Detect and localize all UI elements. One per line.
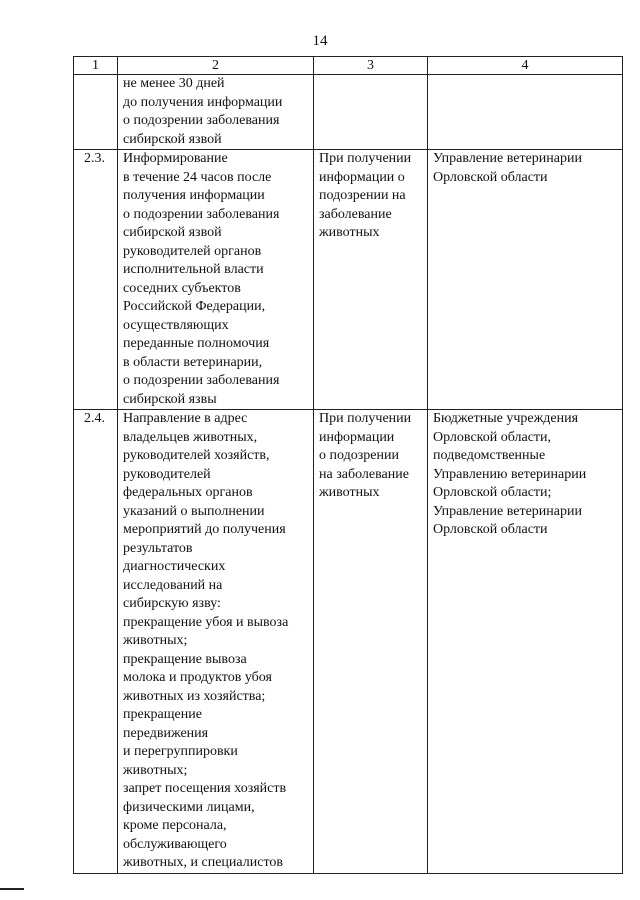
cell-line: физическими лицами, — [123, 799, 255, 815]
measures-table — [73, 56, 623, 874]
cell-line: Орловской области, — [433, 429, 552, 445]
row-number: 2.3. — [74, 150, 118, 410]
cell-line: животных; — [123, 762, 188, 778]
cell-line: животных — [319, 225, 380, 240]
cell-line: Управление ветеринарии — [433, 503, 582, 519]
deadline-cell — [314, 150, 428, 410]
cell-line: владельцев животных, — [123, 429, 258, 445]
responsible-cell — [428, 75, 623, 150]
cell-line: Орловской области — [433, 522, 548, 537]
cell-line: При получении — [319, 151, 412, 166]
cell-line: о подозрении заболевания — [123, 206, 280, 222]
cell-line: животных из хозяйства; — [123, 688, 266, 704]
cell-line: переданные полномочия — [123, 336, 270, 351]
responsible-cell — [428, 410, 623, 874]
cell-line: Управление ветеринарии — [433, 151, 582, 166]
footer-dash — [0, 888, 24, 890]
page-number: 14 — [312, 33, 328, 49]
row-number — [74, 75, 118, 150]
table-row — [74, 150, 623, 410]
cell-line: Информирование — [123, 151, 228, 166]
cell-line: соседних субъектов — [123, 280, 241, 296]
cell-line: информации о — [319, 169, 405, 185]
cell-line: Бюджетные учреждения — [433, 411, 579, 426]
cell-line: молока и продуктов убоя — [123, 670, 272, 685]
cell-line: информации — [319, 429, 395, 445]
measure-cell — [118, 150, 314, 410]
cell-line: подозрении на — [319, 188, 406, 203]
cell-line: запрет посещения хозяйств — [123, 781, 287, 796]
cell-line: диагностических — [123, 559, 226, 574]
cell-line: о подозрении заболевания — [123, 373, 280, 388]
deadline-cell — [314, 75, 428, 150]
table-header-row — [74, 57, 623, 75]
cell-line: сибирской язвы — [123, 391, 217, 407]
table-row — [74, 75, 623, 150]
cell-line: результатов — [123, 540, 193, 556]
cell-line: исполнительной власти — [123, 262, 264, 277]
row-number: 2.4. — [74, 410, 118, 874]
cell-line: кроме персонала, — [123, 818, 227, 833]
measure-cell — [118, 410, 314, 874]
cell-line: При получении — [319, 411, 412, 426]
cell-line: и перегруппировки — [123, 744, 238, 759]
cell-line: руководителей органов — [123, 243, 262, 259]
column-header: 1 — [74, 57, 118, 75]
cell-line: прекращение вывоза — [123, 651, 247, 667]
cell-line: сибирской язвой — [123, 131, 222, 147]
measure-cell — [118, 75, 314, 150]
cell-line: до получения информации — [123, 94, 283, 110]
cell-line: подведомственные — [433, 448, 546, 463]
cell-line: животных; — [123, 633, 188, 648]
cell-line: животных, и специалистов — [123, 855, 283, 870]
deadline-cell — [314, 410, 428, 874]
cell-line: сибирскую язву: — [123, 596, 221, 611]
cell-line: заболевание — [319, 206, 392, 222]
cell-line: о подозрении — [319, 448, 399, 463]
cell-line: не менее 30 дней — [123, 76, 225, 91]
cell-line: руководителей хозяйств, — [123, 448, 270, 463]
cell-line: Направление в адрес — [123, 411, 248, 426]
cell-line: руководителей — [123, 466, 211, 482]
cell-line: прекращение убоя и вывоза — [123, 614, 289, 630]
cell-line: получения информации — [123, 188, 265, 203]
cell-line: исследований на — [123, 577, 223, 593]
responsible-cell — [428, 150, 623, 410]
cell-line: на заболевание — [319, 466, 409, 482]
cell-line: в течение 24 часов после — [123, 169, 272, 185]
column-header: 4 — [428, 57, 623, 75]
cell-line: указаний о выполнении — [123, 503, 265, 519]
column-header: 2 — [118, 57, 314, 75]
column-header: 3 — [314, 57, 428, 75]
cell-line: Орловской области; — [433, 485, 552, 500]
cell-line: осуществляющих — [123, 317, 229, 333]
cell-line: в области ветеринарии, — [123, 354, 263, 370]
cell-line: федеральных органов — [123, 485, 253, 500]
cell-line: мероприятий до получения — [123, 522, 286, 537]
cell-line: о подозрении заболевания — [123, 113, 280, 128]
cell-line: обслуживающего — [123, 836, 227, 852]
cell-line: Российской Федерации, — [123, 299, 266, 314]
cell-line: передвижения — [123, 725, 209, 741]
cell-line: прекращение — [123, 707, 202, 722]
cell-line: Орловской области — [433, 169, 548, 185]
cell-line: животных — [319, 485, 380, 500]
cell-line: сибирской язвой — [123, 225, 222, 240]
cell-line: Управлению ветеринарии — [433, 466, 587, 482]
table-row — [74, 410, 623, 874]
